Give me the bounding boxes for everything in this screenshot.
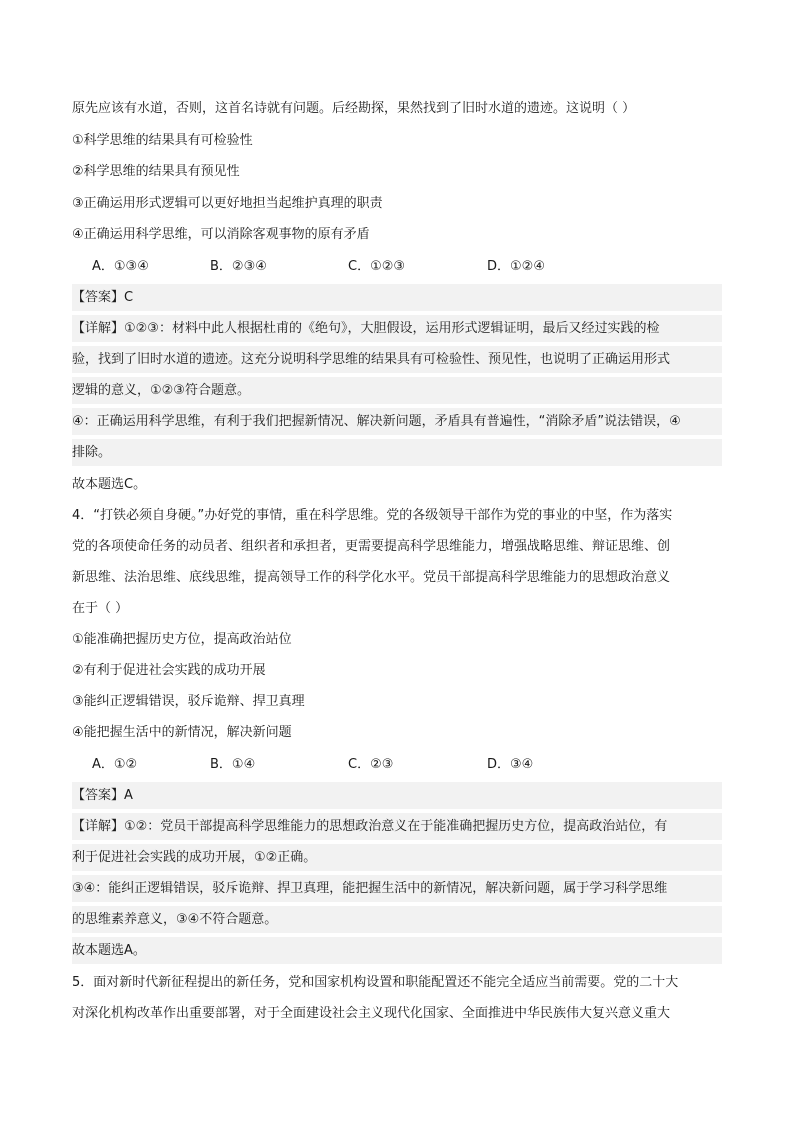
q4-stem-line-3: 新思维、法治思维、底线思维，提高领导工作的科学化水平。党员干部提高科学思维能力的思想政治意义 bbox=[72, 570, 671, 585]
q3-conclusion: 故本题选C。 bbox=[72, 477, 147, 492]
q3-detail-line-1: 【详解】①②③：材料中此人根据杜甫的《绝句》，大胆假设，运用形式逻辑证明，最后又经过实践的检 bbox=[72, 315, 722, 342]
q4-detail-line-4: 的思维素养意义，③④不符合题意。 bbox=[72, 906, 722, 933]
q3-option-d: D．①②④ bbox=[487, 259, 545, 274]
q4-stem-line-2: 党的各项使命任务的动员者、组织者和承担者，更需要提高科学思维能力，增强战略思维、辩证思维、创 bbox=[72, 539, 671, 554]
q5-stem-line-1: 5．面对新时代新征程提出的新任务，党和国家机构设置和职能配置还不能完全适应当前需要。党的二十大 bbox=[72, 975, 679, 990]
q3-detail-line-2: 验，找到了旧时水道的遗迹。这充分说明科学思维的结果具有可检验性、预见性，也说明了正确运用形式 bbox=[72, 346, 722, 373]
q5-stem-line-2: 对深化机构改革作出重要部署，对于全面建设社会主义现代化国家、全面推进中华民族伟大复兴意义重大 bbox=[72, 1006, 671, 1021]
q4-option-a: A．①② bbox=[92, 757, 138, 772]
q4-option-b: B．①④ bbox=[210, 757, 256, 772]
q3-item-2: ②科学思维的结果具有预见性 bbox=[72, 164, 240, 179]
q4-item-1: ①能准确把握历史方位，提高政治站位 bbox=[72, 632, 292, 647]
q4-stem-line-4: 在于（ ） bbox=[72, 601, 129, 616]
q3-option-b: B．②③④ bbox=[210, 259, 267, 274]
q3-item-3: ③正确运用形式逻辑可以更好地担当起维护真理的职责 bbox=[72, 196, 383, 211]
q3-option-a: A．①③④ bbox=[92, 259, 149, 274]
q3-option-c: C．①②③ bbox=[348, 259, 406, 274]
q4-detail-line-2: 利于促进社会实践的成功开展，①②正确。 bbox=[72, 844, 722, 871]
q4-item-2: ②有利于促进社会实践的成功开展 bbox=[72, 663, 266, 678]
q4-item-4: ④能把握生活中的新情况，解决新问题 bbox=[72, 725, 292, 740]
q4-detail-line-1: 【详解】①②：党员干部提高科学思维能力的思想政治意义在于能准确把握历史方位，提高政治站位，有 bbox=[72, 813, 722, 840]
q3-detail-line-3: 逻辑的意义，①②③符合题意。 bbox=[72, 377, 722, 404]
q4-item-3: ③能纠正逻辑错误，驳斥诡辩、捍卫真理 bbox=[72, 694, 305, 709]
q4-option-c: C．②③ bbox=[348, 757, 394, 772]
q4-conclusion: 故本题选A。 bbox=[72, 937, 722, 964]
q4-option-d: D．③④ bbox=[487, 757, 534, 772]
q3-item-1: ①科学思维的结果具有可检验性 bbox=[72, 133, 253, 148]
q4-detail-line-3: ③④：能纠正逻辑错误，驳斥诡辩、捍卫真理，能把握生活中的新情况，解决新问题，属于学习科学思维 bbox=[72, 875, 722, 902]
q3-answer: 【答案】C bbox=[72, 284, 722, 311]
q3-item-4: ④正确运用科学思维，可以消除客观事物的原有矛盾 bbox=[72, 227, 370, 242]
q3-detail-line-5: 排除。 bbox=[72, 439, 722, 466]
q4-stem-line-1: 4．“打铁必须自身硬。”办好党的事情，重在科学思维。党的各级领导干部作为党的事业的中坚，作为落实 bbox=[72, 508, 673, 523]
q4-answer: 【答案】A bbox=[72, 782, 722, 809]
q3-stem-tail: 原先应该有水道，否则，这首名诗就有问题。后经勘探，果然找到了旧时水道的遗迹。这说明（ ） bbox=[72, 101, 636, 116]
q3-detail-line-4: ④：正确运用科学思维，有利于我们把握新情况、解决新问题，矛盾具有普遍性，“消除矛盾”说法错误，④ bbox=[72, 408, 722, 435]
